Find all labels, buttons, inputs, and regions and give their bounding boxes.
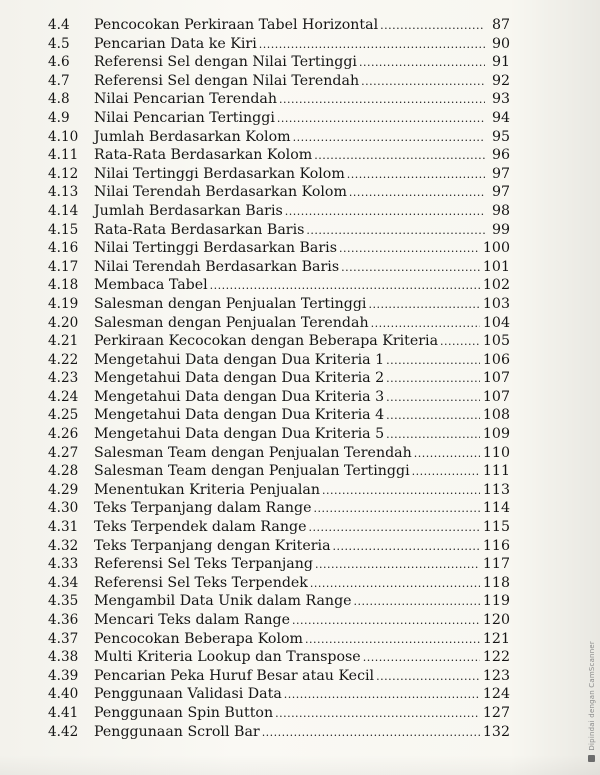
toc-entry-page: 106 [482,351,510,368]
toc-entry [48,202,510,221]
toc-entry [48,611,510,630]
toc-entry-page: 110 [482,444,510,461]
toc-dot-leader [322,482,480,501]
toc-entry-number: 4.18 [48,277,79,294]
toc-entry-number: 4.29 [48,481,79,498]
toc-entry-title: Menentukan Kriteria Penjualan [94,481,321,498]
toc-entry-page: 104 [482,314,510,331]
toc-entry-title: Referensi Sel dengan Nilai Terendah [94,72,360,89]
toc-entry-number: 4.24 [48,388,79,405]
toc-entry-number: 4.20 [48,314,79,331]
toc-entry-number: 4.14 [48,202,79,219]
toc-entry-title: Mengetahui Data dengan Dua Kriteria 1 [94,351,385,368]
toc-entry-page: 92 [491,72,510,89]
toc-entry [48,276,510,295]
toc-entry-number: 4.25 [48,407,79,424]
toc-entry-title: Nilai Terendah Berdasarkan Kolom [94,184,347,201]
toc-entry-page: 107 [482,370,510,387]
toc-dot-leader [347,166,485,185]
toc-entry-page: 96 [491,147,510,164]
toc-entry [48,35,510,54]
toc-entry [48,146,510,165]
toc-entry-page: 127 [482,704,510,721]
toc-entry-title: Mengetahui Data dengan Dua Kriteria 5 [94,426,385,443]
toc-entry [48,128,510,147]
toc-entry [48,221,510,240]
toc-entry-number: 4.12 [48,165,79,182]
toc-entry-page: 87 [491,17,510,33]
toc-entry-page: 123 [482,667,510,684]
toc-entry [48,388,510,407]
toc-entry [48,239,510,258]
toc-entry-title: Pencocokan Perkiraan Tabel Horizontal [94,17,379,33]
toc-entry-number: 4.8 [48,91,70,108]
toc-entry [48,518,510,537]
toc-entry-title: Referensi Sel dengan Nilai Tertinggi [94,54,357,71]
toc-entry-number: 4.38 [48,649,79,666]
toc-entry-title: Membaca Tabel [94,277,208,294]
toc-entry-title: Pencocokan Beberapa Kolom [94,630,304,647]
toc-entry-page: 100 [482,240,510,257]
toc-entry-title: Nilai Tertinggi Berdasarkan Kolom [94,165,345,182]
page-bottom-shadow [0,755,600,775]
toc-entry-title: Referensi Sel Teks Terpendek [94,574,308,591]
toc-entry [48,723,510,742]
toc-entry-number: 4.39 [48,667,79,684]
toc-entry-title: Referensi Sel Teks Terpanjang [94,556,313,573]
toc-dot-leader [386,370,480,389]
toc-entry-title: Nilai Tertinggi Berdasarkan Baris [94,240,337,257]
toc-entry-title: Penggunaan Validasi Data [94,686,282,703]
toc-entry-title: Mengetahui Data dengan Dua Kriteria 2 [94,370,385,387]
toc-entry [48,295,510,314]
toc-dot-leader [386,352,480,371]
toc-dot-leader [349,184,485,203]
toc-entry-title: Multi Kriteria Lookup dan Transpose [94,649,361,666]
toc-entry-number: 4.27 [48,444,79,461]
toc-dot-leader [339,240,480,259]
toc-dot-leader [412,463,480,482]
toc-entry-title: Mengetahui Data dengan Dua Kriteria 3 [94,388,385,405]
toc-entry-title: Salesman Team dengan Penjualan Terendah [94,444,412,461]
toc-dot-leader [314,147,485,166]
toc-entry-page: 121 [482,630,510,647]
watermark-text: Dipindai dengan CamScanner [588,641,596,751]
toc-entry [48,648,510,667]
toc-entry-number: 4.16 [48,240,79,257]
toc-entry [48,425,510,444]
toc-entry-number: 4.32 [48,537,79,554]
toc-entry-page: 109 [482,426,510,443]
toc-entry [48,369,510,388]
toc-entry [48,406,510,425]
toc-entry-title: Rata-Rata Berdasarkan Baris [94,221,305,238]
toc-entry-page: 95 [491,128,510,145]
toc-entry [48,462,510,481]
toc-dot-leader [363,649,480,668]
toc-entry-page: 119 [482,593,510,610]
toc-dot-leader [259,36,485,55]
toc-entry-page: 103 [482,295,510,312]
toc-entry-number: 4.7 [48,72,70,89]
toc-entry-number: 4.41 [48,704,79,721]
toc-entry [48,444,510,463]
toc-entry-number: 4.23 [48,370,79,387]
toc-entry [48,16,510,35]
toc-dot-leader [359,54,485,73]
toc-entry-number: 4.6 [48,54,70,71]
toc-dot-leader [386,407,480,426]
toc-entry-title: Jumlah Berdasarkan Kolom [94,128,291,145]
toc-entry-title: Nilai Pencarian Terendah [94,91,278,108]
toc-entry-page: 120 [482,612,510,628]
toc-entry-title: Pencarian Peka Huruf Besar atau Kecil [94,667,375,684]
toc-dot-leader [368,296,479,315]
toc-dot-leader [315,556,480,575]
toc-entry-title: Salesman Team dengan Penjualan Tertinggi [94,463,410,480]
toc-entry-title: Salesman dengan Penjualan Terendah [94,314,369,331]
toc-entry-title: Teks Terpanjang dengan Kriteria [94,537,331,554]
toc-entry [48,537,510,556]
toc-dot-leader [279,91,485,110]
toc-entry [48,109,510,128]
toc-entry-title: Salesman dengan Penjualan Tertinggi [94,295,367,312]
toc-entry-page: 115 [482,519,510,536]
toc-entry-page: 124 [482,686,510,703]
toc-entry-page: 132 [482,723,510,740]
toc-entry [48,555,510,574]
toc-entry-title: Rata-Rata Berdasarkan Kolom [94,147,313,164]
toc-dot-leader [210,277,480,296]
toc-dot-leader [333,538,480,557]
toc-entry-title: Mengetahui Data dengan Dua Kriteria 4 [94,407,385,424]
toc-entry-number: 4.35 [48,593,79,610]
toc-dot-leader [305,631,480,650]
toc-dot-leader [293,129,485,148]
toc-entry-page: 91 [491,54,510,71]
toc-entry-page: 102 [482,277,510,294]
toc-entry-title: Perkiraan Kecocokan dengan Beberapa Kriteria [94,333,439,350]
toc-entry-page: 108 [482,407,510,424]
toc-entry-page: 116 [482,537,510,554]
toc-entry-number: 4.36 [48,612,79,628]
toc-entry-title: Teks Terpanjang dalam Range [94,500,312,517]
toc-entry-title: Nilai Terendah Berdasarkan Baris [94,258,340,275]
toc-entry-page: 97 [491,184,510,201]
scanner-watermark [588,612,596,762]
toc-dot-leader [275,705,480,724]
toc-dot-leader [440,333,480,352]
toc-entry-page: 90 [491,35,510,52]
toc-dot-leader [306,222,485,241]
toc-entry-title: Mencari Teks dalam Range [94,612,291,628]
table-of-contents [48,16,510,741]
toc-entry-number: 4.5 [48,35,70,52]
toc-entry-number: 4.9 [48,109,70,126]
toc-dot-leader [386,389,480,408]
toc-dot-leader [262,724,480,743]
toc-entry-title: Penggunaan Scroll Bar [94,723,260,740]
toc-entry [48,667,510,686]
toc-entry-page: 97 [491,165,510,182]
toc-entry [48,332,510,351]
toc-entry-title: Nilai Pencarian Tertinggi [94,109,275,126]
toc-entry [48,53,510,72]
toc-dot-leader [414,445,480,464]
toc-dot-leader [371,315,480,334]
toc-entry [48,72,510,91]
toc-entry-number: 4.21 [48,333,79,350]
toc-entry-page: 107 [482,388,510,405]
toc-entry-number: 4.26 [48,426,79,443]
toc-entry-title: Pencarian Data ke Kiri [94,35,257,52]
toc-entry [48,481,510,500]
toc-entry-number: 4.30 [48,500,79,517]
toc-entry-number: 4.37 [48,630,79,647]
toc-dot-leader [285,203,485,222]
toc-entry [48,499,510,518]
toc-dot-leader [386,426,480,445]
toc-entry-page: 105 [482,333,510,350]
toc-entry-title: Mengambil Data Unik dalam Range [94,593,352,610]
toc-entry-number: 4.19 [48,295,79,312]
toc-entry-page: 122 [482,649,510,666]
toc-entry [48,165,510,184]
toc-entry-number: 4.4 [48,17,70,33]
toc-entry-page: 93 [491,91,510,108]
toc-entry [48,314,510,333]
toc-entry-page: 118 [482,574,510,591]
toc-entry [48,574,510,593]
toc-entry-page: 113 [482,481,510,498]
toc-entry-number: 4.15 [48,221,79,238]
toc-entry-number: 4.22 [48,351,79,368]
toc-dot-leader [376,668,480,687]
toc-entry-number: 4.28 [48,463,79,480]
toc-entry [48,685,510,704]
toc-entry-title: Jumlah Berdasarkan Baris [94,202,283,219]
toc-entry-number: 4.33 [48,556,79,573]
toc-entry-number: 4.34 [48,574,79,591]
toc-entry-number: 4.13 [48,184,79,201]
toc-entry-title: Teks Terpendek dalam Range [94,519,307,536]
toc-dot-leader [310,575,480,594]
toc-entry [48,630,510,649]
toc-entry-number: 4.17 [48,258,79,275]
toc-entry-number: 4.42 [48,723,79,740]
toc-dot-leader [314,500,480,519]
toc-entry-number: 4.11 [48,147,79,164]
toc-entry-page: 114 [482,500,510,517]
toc-entry-page: 117 [482,556,510,573]
toc-entry [48,258,510,277]
toc-entry-number: 4.10 [48,128,79,145]
toc-dot-leader [361,73,485,92]
toc-entry-page: 99 [491,221,510,238]
toc-dot-leader [277,110,485,129]
toc-dot-leader [341,259,480,278]
toc-dot-leader [284,686,480,705]
toc-dot-leader [380,17,485,36]
toc-entry [48,592,510,611]
toc-entry-page: 98 [491,202,510,219]
toc-dot-leader [308,519,479,538]
toc-entry-page: 94 [491,109,510,126]
toc-entry [48,90,510,109]
toc-dot-leader [354,593,480,612]
toc-entry-page: 101 [482,258,510,275]
toc-entry-number: 4.31 [48,519,79,536]
toc-entry [48,183,510,202]
toc-entry [48,351,510,370]
toc-entry-number: 4.40 [48,686,79,703]
toc-entry-page: 111 [482,463,510,480]
toc-entry-title: Penggunaan Spin Button [94,704,274,721]
toc-dot-leader [292,612,480,631]
toc-entry [48,704,510,723]
